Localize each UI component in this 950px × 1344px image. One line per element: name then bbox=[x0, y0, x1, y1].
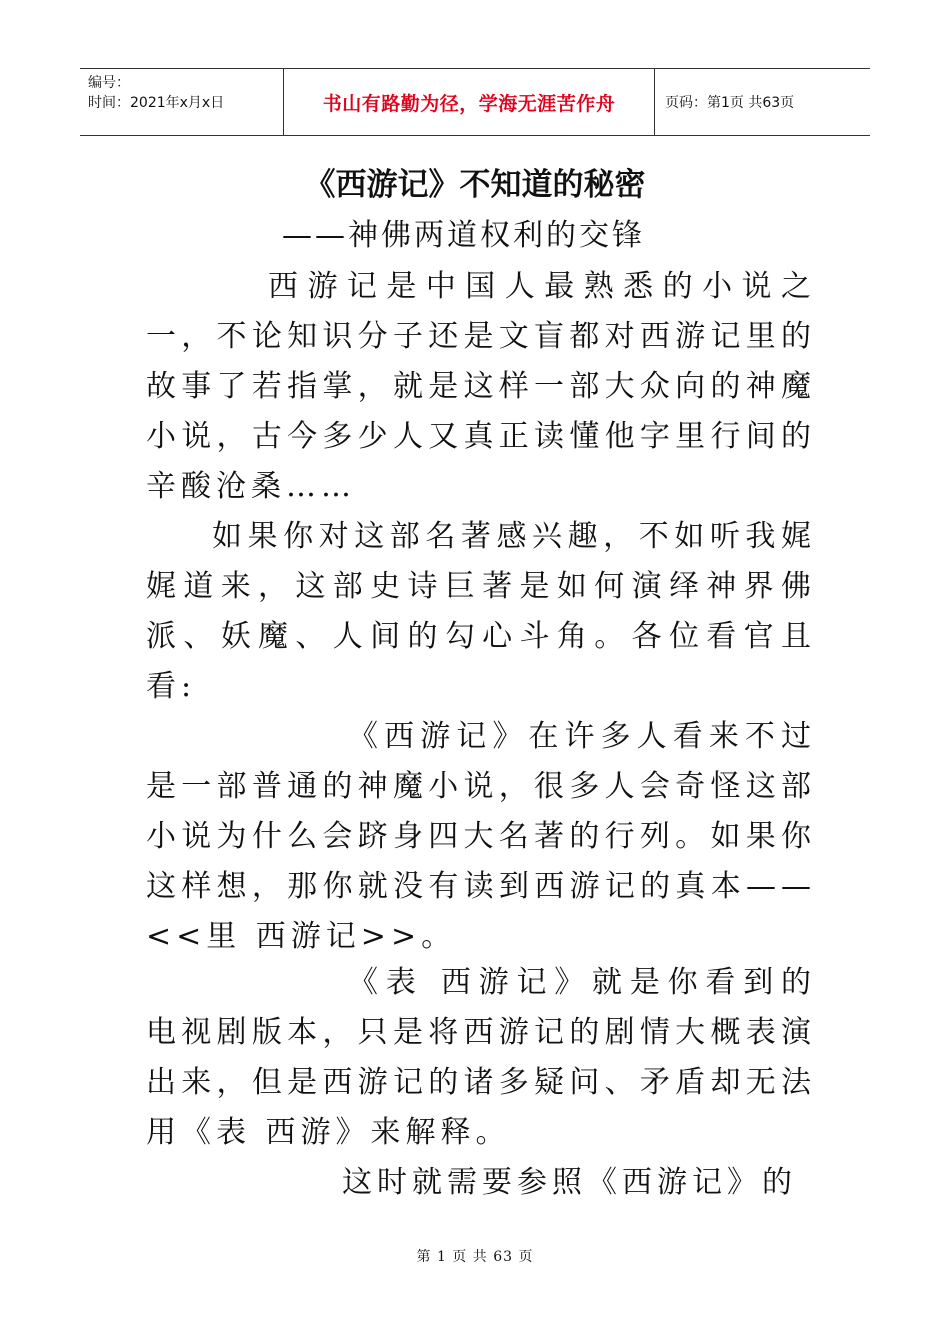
paragraph-5: 这时就需要参照《西游记》的 bbox=[342, 1165, 797, 1200]
paragraph-4: 《表 西游记》就是你看到的电视剧版本，只是将西游记的剧情大概表演出来，但是西游记的诸多疑问、矛盾却无法用《表 西游》来解释。 bbox=[146, 965, 816, 1150]
paragraph-3: 《西游记》在许多人看来不过是一部普通的神魔小说，很多人会奇怪这部小说为什么会跻身四大名著的行列。如果你这样想，那你就没有读到西游记的真本——<<里 西游记>>。 bbox=[146, 719, 816, 954]
header-motto-cell bbox=[283, 69, 655, 135]
page-info: 页码：第1页 共63页 bbox=[665, 95, 795, 111]
header-motto: 书山有路勤为径，学海无涯苦作舟 bbox=[322, 92, 616, 115]
header-page-cell bbox=[655, 69, 870, 135]
number-label: 编号： bbox=[88, 75, 130, 91]
page-title: 《西游记》不知道的秘密 bbox=[304, 167, 646, 203]
header-meta bbox=[80, 69, 283, 135]
document-header bbox=[80, 68, 870, 136]
time-label: 时间：2021年x月x日 bbox=[88, 95, 225, 111]
page-subtitle: ——神佛两道权利的交锋 bbox=[282, 218, 645, 253]
page-footer: 第 1 页 共 63 页 bbox=[416, 1249, 534, 1265]
paragraph-1: 西游记是中国人最熟悉的小说之一，不论知识分子还是文盲都对西游记里的故事了若指掌，就是这样一部大众向的神魔小说，古今多少人又真正读懂他字里行间的辛酸沧桑…… bbox=[146, 269, 816, 504]
paragraph-2: 如果你对这部名著感兴趣，不如听我娓娓道来，这部史诗巨著是如何演绎神界佛派、妖魔、人间的勾心斗角。各位看官且看: bbox=[146, 519, 816, 704]
